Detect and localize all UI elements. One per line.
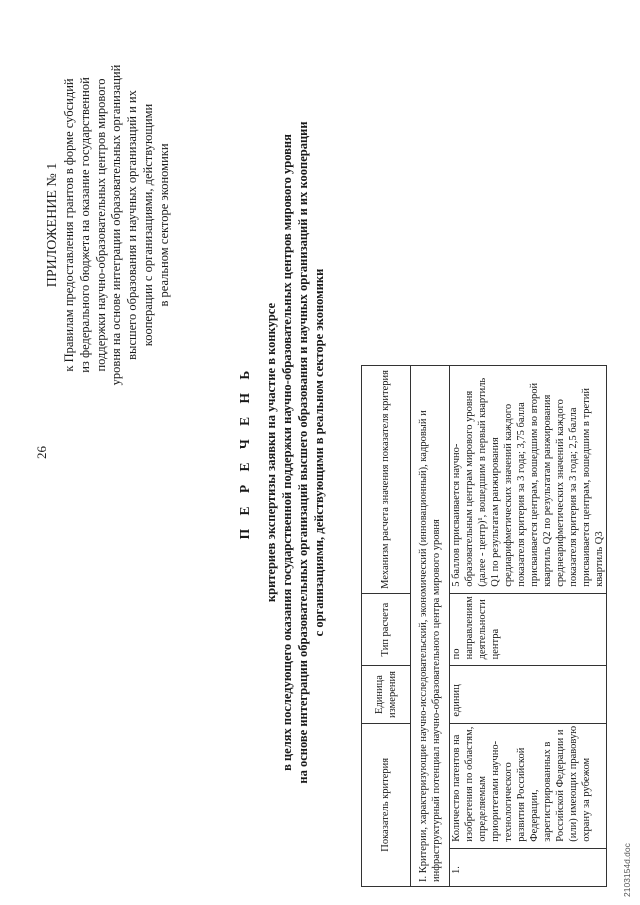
- row-number: 1.: [450, 848, 607, 886]
- appendix-header: [44, 45, 173, 405]
- page-number: 26: [34, 446, 49, 459]
- appendix-line: к Правилам предоставления грантов в форме субсидий: [61, 78, 76, 372]
- row-indicator: Количество патентов на изобретения по областям, определяемым приоритетами научно-технологического развития Российской Федерации, зарегистрированных в Российской Федерации и (или) имеющих правовую охрану за рубежом: [450, 723, 607, 848]
- appendix-line: поддержки научно-образовательных центров мирового: [93, 78, 108, 372]
- header-calc-type: Тип расчета: [362, 593, 411, 666]
- row-calc-type: по направлениям деятельности центра: [450, 593, 607, 666]
- appendix-line: кооперации с организациями, действующими: [141, 103, 156, 347]
- appendix-line: высшего образования и научных организаций и их: [125, 90, 140, 360]
- header-mechanism: Механизм расчета значения показателя критерия: [362, 366, 411, 594]
- footer-file-code: 2103154d.doc: [622, 843, 632, 897]
- header-indicator: Показатель критерия: [362, 723, 411, 886]
- header-unit: Единица измерения: [362, 666, 411, 723]
- section-row: [411, 366, 450, 887]
- title-line: на основе интеграции образовательных организаций высшего образования и научных организаций и их кооперации: [296, 121, 311, 784]
- title-line: в целях последующего оказания государственной поддержки научно-образовательных центров мирового уровня: [280, 134, 295, 771]
- section-title: I. Критерии, характеризующие научно-исследовательский, экономический (инновационный), кадровый и инфраструктурный потенциал научно-образовательного центра мирового уровня: [411, 366, 450, 887]
- title-line: критериев экспертизы заявки на участие в конкурсе: [264, 302, 279, 603]
- appendix-line: из федерального бюджета на оказание государственной: [77, 77, 92, 373]
- document-title: [236, 40, 327, 865]
- table-header-row: [362, 366, 411, 887]
- appendix-title: ПРИЛОЖЕНИЕ № 1: [45, 162, 60, 288]
- table-row: [450, 366, 607, 887]
- row-unit: единиц: [450, 666, 607, 723]
- criteria-table: [361, 365, 607, 887]
- appendix-line: в реальном секторе экономики: [157, 143, 172, 307]
- title-line: с организациями, действующими в реальном секторе экономики: [312, 268, 327, 637]
- appendix-line: уровня на основе интеграции образовательных организаций: [109, 64, 124, 386]
- row-mechanism: 5 баллов присваивается научно-образовательным центрам мирового уровня (далее - центр)¹, вошедшим в первый квартиль Q1 по результатам ранжирования средиарифметических значений каждого показателя критерия за 3 года; 3,75 балла присваивается центрам, вошедшим во второй квартиль Q2 по результатам ранжирования среднеарифметических значений каждого показателя критерия за 3 года; 2,5 балла присваивается центрам, вошедшим в третий квартиль Q3: [450, 366, 607, 594]
- document-heading: П Е Р Е Ч Е Н Ь: [237, 365, 252, 540]
